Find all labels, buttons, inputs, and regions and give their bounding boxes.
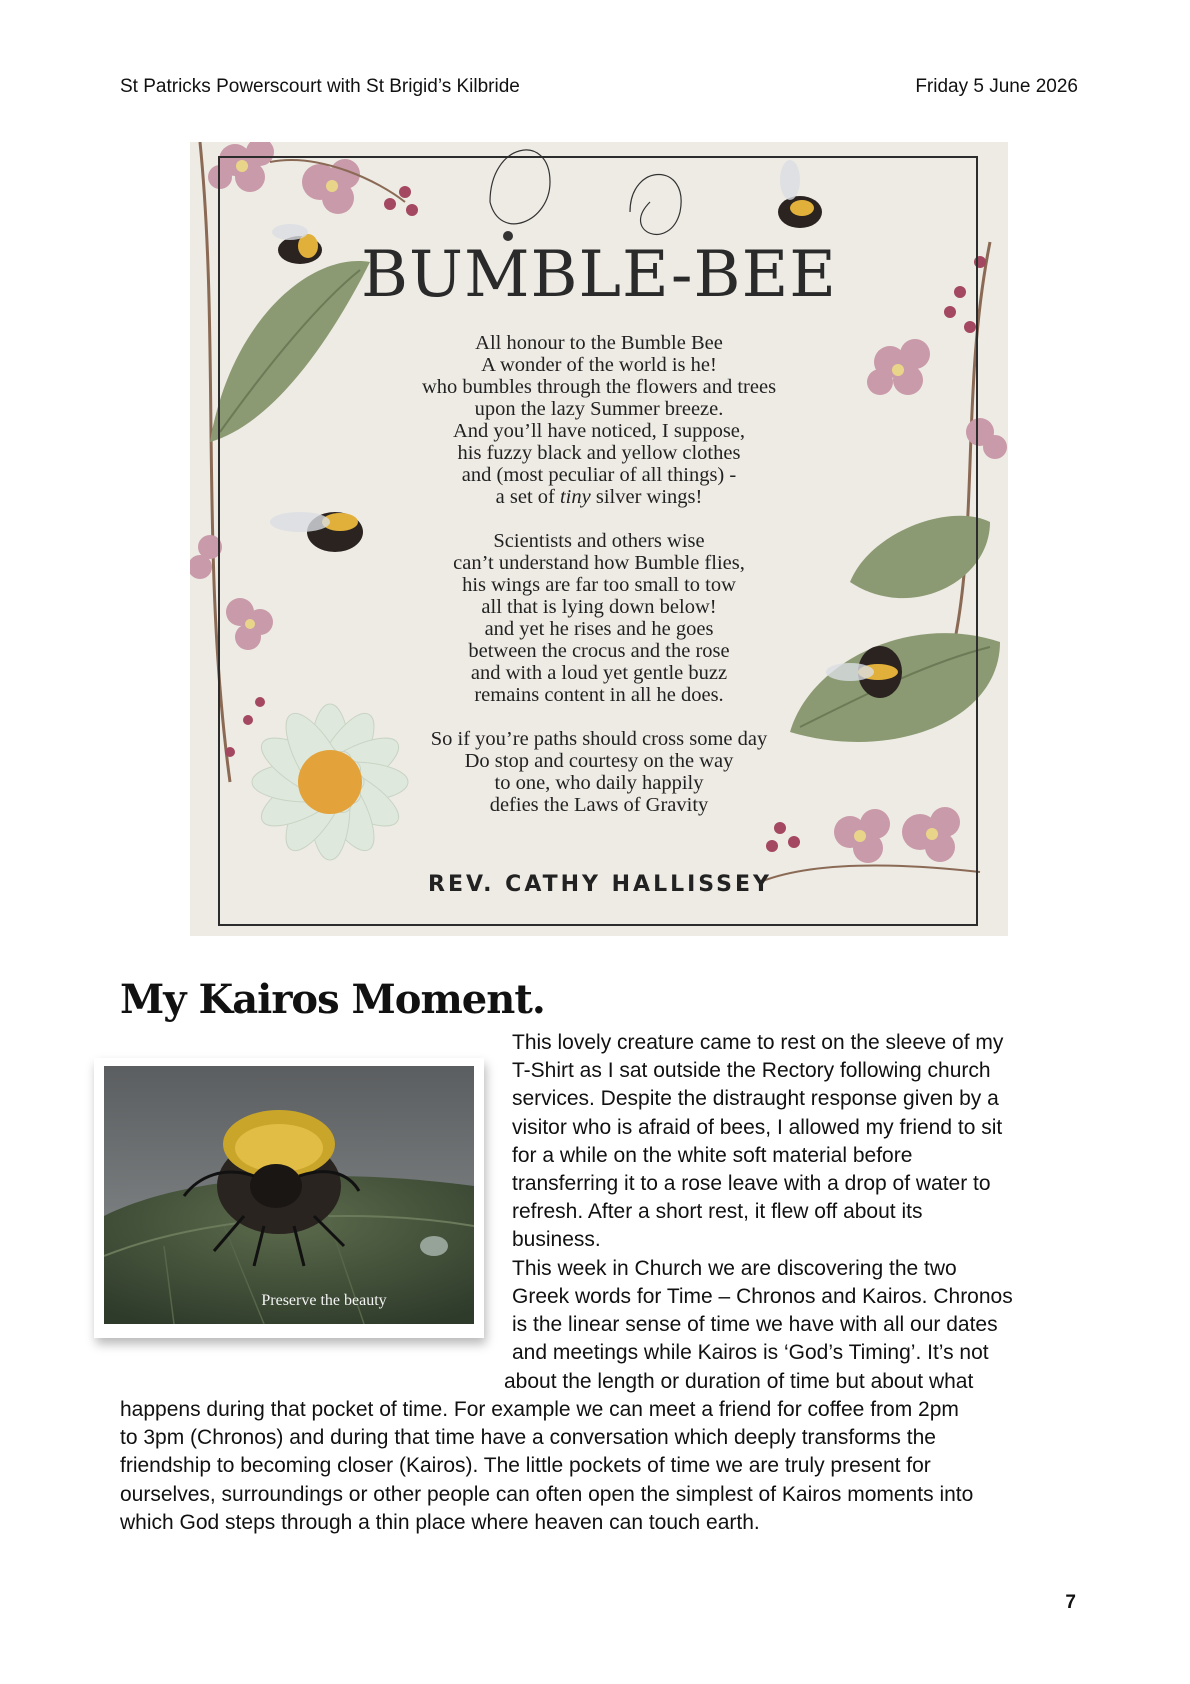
poem-stanza-1: [349, 332, 849, 508]
poem-line: all that is lying down below!: [481, 596, 717, 618]
body-line: and meetings while Kairos is ‘God’s Timing’. It’s not: [512, 1341, 989, 1365]
poem-emphasis: tiny: [559, 486, 591, 508]
poem-line: Do stop and courtesy on the way: [464, 750, 734, 772]
body-line: T-Shirt as I sat outside the Rectory following church: [512, 1059, 991, 1083]
poem-title: BUMBLE-BEE: [360, 238, 838, 312]
page-number: 7: [1065, 1592, 1076, 1613]
poem-line: to one, who daily happily: [494, 772, 704, 794]
body-line: This lovely creature came to rest on the sleeve of my: [512, 1031, 1004, 1054]
poem-line: can’t understand how Bumble flies,: [453, 552, 745, 574]
bee-photo: [94, 1058, 484, 1338]
poem-stanza-3: [349, 728, 849, 816]
poem-stanza-2: [349, 530, 849, 706]
body-line: about the length or duration of time but about what: [504, 1370, 974, 1393]
poem-line: defies the Laws of Gravity: [489, 794, 709, 816]
poem-line: All honour to the Bumble Bee: [475, 332, 723, 354]
poem-text: [349, 332, 849, 838]
poem-line: And you’ll have noticed, I suppose,: [452, 420, 746, 442]
poem-line: his fuzzy black and yellow clothes: [457, 442, 741, 464]
poem-line: remains content in all he does.: [474, 684, 724, 706]
poem-line-part: silver wings!: [590, 486, 703, 508]
poem-line: between the crocus and the rose: [468, 640, 730, 662]
body-line: is the linear sense of time we have with all our dates: [512, 1313, 998, 1337]
article-body-right: [512, 1029, 1013, 1367]
body-line: ourselves, surroundings or other people can often open the simplest of Kairos moments into: [120, 1482, 974, 1506]
body-line: services. Despite the distraught response given by a: [512, 1087, 999, 1111]
body-line: happens during that pocket of time. For example we can meet a friend for coffee from 2pm: [120, 1398, 959, 1421]
body-line: which God steps through a thin place where heaven can touch earth.: [120, 1510, 760, 1534]
poem-line: who bumbles through the flowers and trees: [421, 376, 777, 398]
article-title: My Kairos Moment.: [120, 976, 545, 1023]
article-body-full: [120, 1396, 973, 1537]
poem-line: Scientists and others wise: [493, 530, 705, 552]
body-line: refresh. After a short rest, it flew off about its: [512, 1200, 923, 1224]
poem-line: So if you’re paths should cross some day: [430, 728, 768, 750]
poem-line: A wonder of the world is he!: [481, 354, 717, 376]
photo-caption: Preserve the beauty: [261, 1292, 387, 1309]
newsletter-date: Friday 5 June 2026: [915, 76, 1078, 97]
body-line: to 3pm (Chronos) and during that time have a conversation which deeply transforms the: [120, 1426, 936, 1450]
poem-line-part: a set of: [495, 486, 560, 508]
poem-line: his wings are far too small to tow: [462, 574, 736, 596]
body-line: business.: [512, 1228, 601, 1252]
poem-line: upon the lazy Summer breeze.: [474, 398, 724, 420]
poem-line: and with a loud yet gentle buzz: [470, 662, 728, 684]
bumble-bee-poem-poster: [190, 142, 1008, 936]
bumblebee-on-leaf-image: [104, 1066, 474, 1324]
poem-author: REV. CATHY HALLISSEY: [428, 872, 772, 897]
poem-line: and yet he rises and he goes: [484, 618, 714, 640]
poem-line: [349, 486, 849, 508]
body-line: for a while on the white soft material before: [512, 1143, 913, 1167]
article-body-wrap-line: [504, 1368, 973, 1396]
poem-line: and (most peculiar of all things) -: [461, 464, 737, 486]
body-line: transferring it to a rose leave with a drop of water to: [512, 1172, 991, 1196]
body-line: This week in Church we are discovering the two: [512, 1256, 957, 1280]
body-line: friendship to becoming closer (Kairos). The little pockets of time we are truly present for: [120, 1454, 931, 1478]
newsletter-parish-name: St Patricks Powerscourt with St Brigid’s Kilbride: [120, 76, 520, 97]
body-line: Greek words for Time – Chronos and Kairos. Chronos: [512, 1284, 1013, 1308]
body-line: visitor who is afraid of bees, I allowed my friend to sit: [512, 1115, 1003, 1139]
